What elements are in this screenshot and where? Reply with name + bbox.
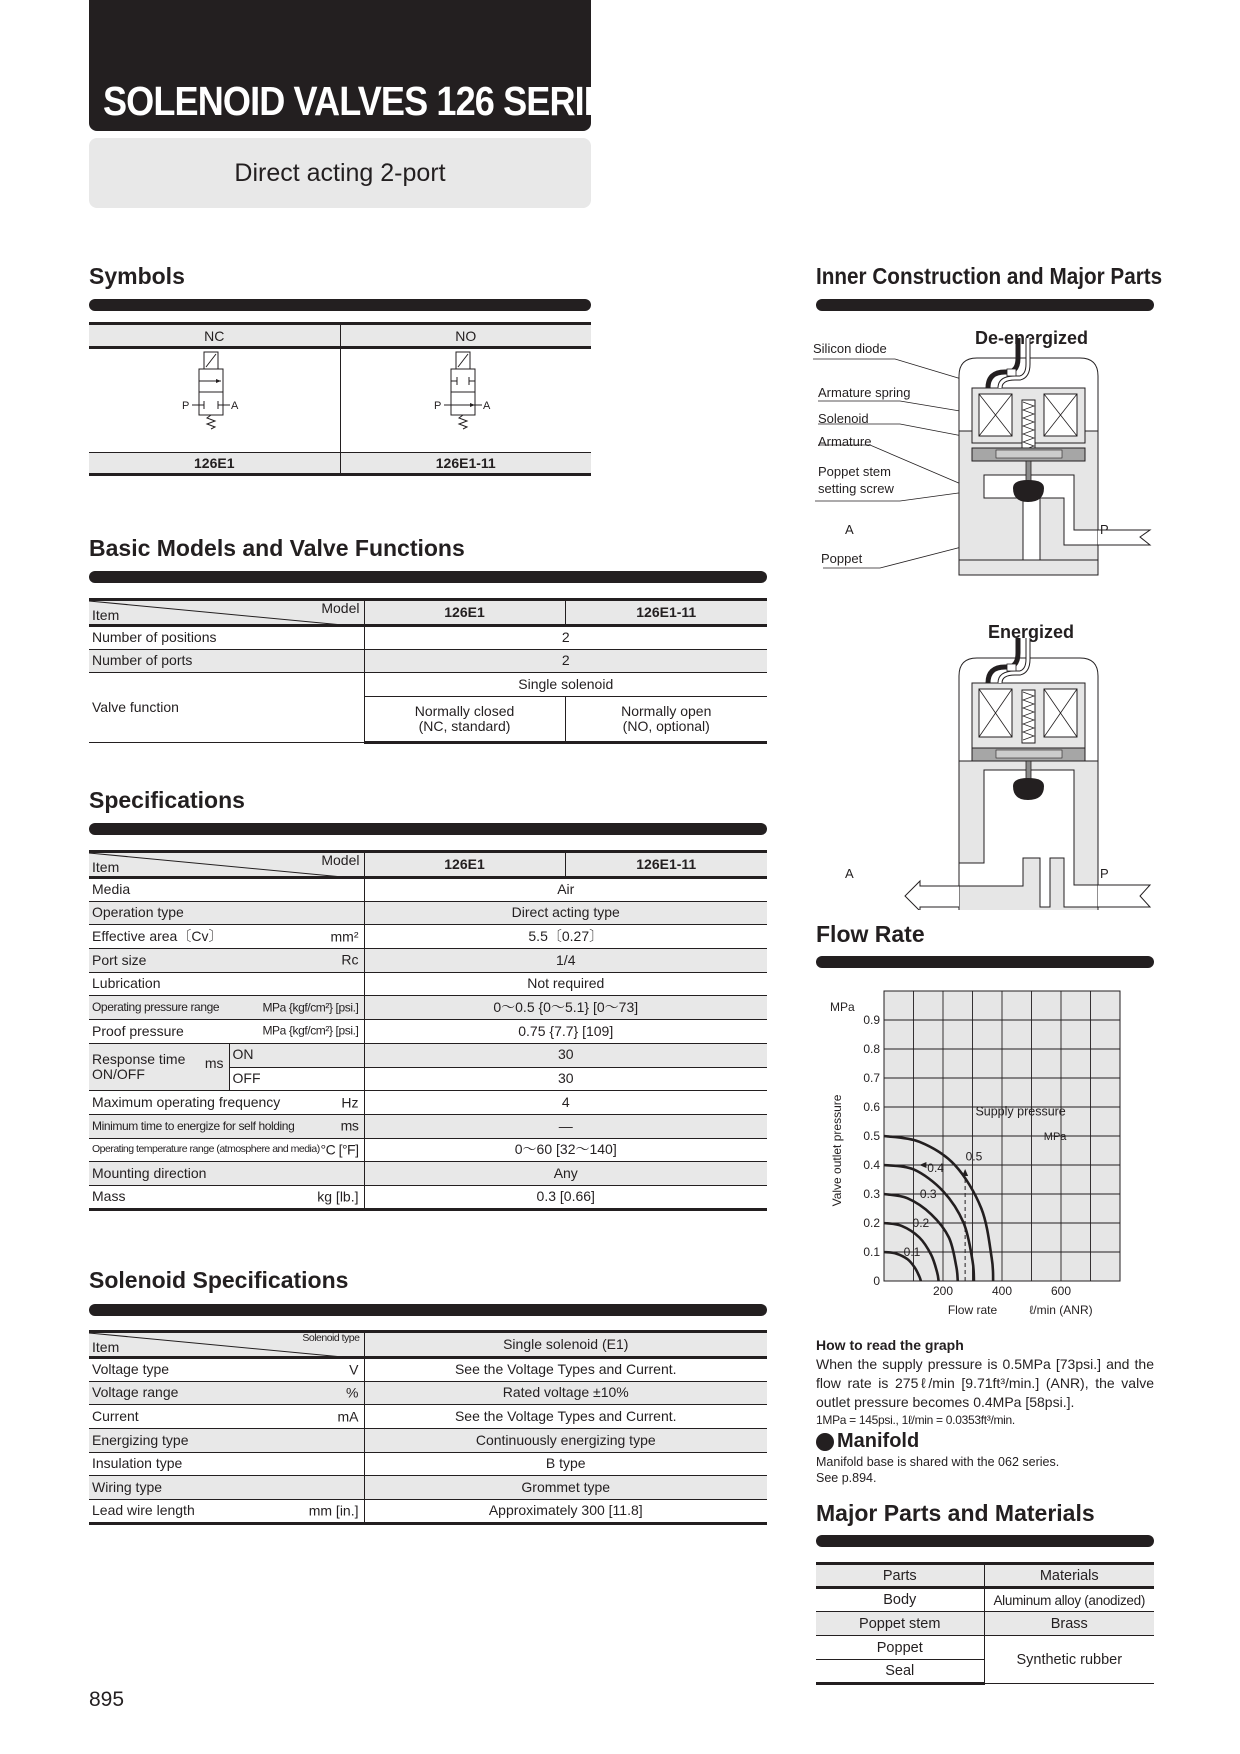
valve-function-nc: Normally closed (NC, standard)	[364, 697, 565, 743]
symbols-table	[89, 322, 591, 476]
y-axis-unit: MPa	[830, 1000, 855, 1014]
section-divider	[89, 823, 767, 835]
callout-solenoid: Solenoid	[818, 411, 869, 426]
row-value: —	[364, 1114, 767, 1138]
row-value: 2	[364, 626, 767, 650]
bullet-icon	[816, 1433, 834, 1451]
de-energized-label: De-energized	[975, 328, 1089, 348]
x-tick-label: 200	[932, 1284, 954, 1298]
row-label: Lead wire length mm [in.]	[89, 1500, 364, 1524]
port-a-label: A	[845, 866, 854, 881]
model-header-126e1: 126E1	[364, 600, 565, 626]
row-value: Any	[364, 1162, 767, 1186]
symbols-heading: Symbols	[89, 263, 185, 289]
part-name: Poppet stem	[816, 1612, 984, 1636]
x-tick-label: 400	[991, 1284, 1013, 1298]
energized-label: Energized	[988, 622, 1075, 642]
row-value: 2	[364, 649, 767, 673]
curve-label: 0.1	[903, 1245, 921, 1259]
row-label: Valve function	[89, 673, 364, 743]
callout-silicon-diode: Silicon diode	[813, 341, 887, 356]
row-label: Port size Rc	[89, 949, 364, 973]
curve-label: 0.2	[912, 1216, 930, 1230]
x-axis-label: Flow rate	[947, 1303, 998, 1317]
specifications-table	[89, 850, 767, 1211]
row-value: B type	[364, 1452, 767, 1476]
subtitle-banner	[89, 138, 591, 208]
port-label-p: P	[433, 400, 442, 412]
response-off-label: OFF	[229, 1067, 364, 1091]
y-axis-label: Valve outlet pressure	[830, 1094, 844, 1207]
y-tick-label: 0.4	[863, 1158, 880, 1172]
manifold-text: Manifold base is shared with the 062 series.	[816, 1455, 1060, 1469]
materials-header: Materials	[984, 1564, 1154, 1588]
x-axis-unit: ℓ/min (ANR)	[1029, 1303, 1093, 1317]
y-tick-label: 0.2	[863, 1216, 880, 1230]
item-model-header: Item Model	[89, 600, 364, 626]
nc-symbol-cell	[89, 348, 340, 453]
row-label: Voltage range %	[89, 1381, 364, 1405]
port-label-a: A	[231, 400, 239, 412]
row-value: 5.5〔0.27〕	[364, 925, 767, 949]
part-material: Aluminum alloy (anodized)	[984, 1588, 1154, 1612]
port-label-p: P	[182, 400, 190, 412]
row-value: Air	[364, 878, 767, 902]
row-label: Number of ports	[89, 649, 364, 673]
row-label: Media	[89, 878, 364, 902]
section-divider	[816, 956, 1154, 968]
row-value: See the Voltage Types and Current.	[364, 1405, 767, 1429]
legend-unit: MPa	[1043, 1131, 1067, 1143]
row-value: 0.3 [0.66]	[364, 1185, 767, 1209]
row-label: Operating pressure range MPa {kgf/cm²} [psi.]	[89, 996, 364, 1020]
row-value: Rated voltage ±10%	[364, 1381, 767, 1405]
inner-construction-heading: Inner Construction and Major Parts	[816, 263, 1163, 289]
row-label: Operating temperature range (atmosphere and media) °C [°F]	[89, 1138, 364, 1162]
row-label: Insulation type	[89, 1452, 364, 1476]
legend-title: Supply pressure	[975, 1104, 1066, 1119]
row-value: 30	[364, 1043, 767, 1067]
callout-poppet: Poppet	[821, 551, 863, 566]
section-divider	[816, 1535, 1154, 1547]
inner-construction-diagram	[810, 330, 1170, 910]
row-label: Operation type	[89, 901, 364, 925]
part-name: Body	[816, 1588, 984, 1612]
y-tick-label: 0	[873, 1274, 880, 1288]
row-label: Minimum time to energize for self holding ms	[89, 1114, 364, 1138]
port-p-label: P	[1100, 866, 1109, 881]
curve-label: 0.5	[965, 1149, 983, 1164]
row-value: Direct acting type	[364, 901, 767, 925]
callout-setting-screw: setting screw	[818, 481, 894, 496]
page-subtitle: Direct acting 2-port	[234, 158, 446, 187]
major-parts-heading: Major Parts and Materials	[816, 1500, 1095, 1526]
response-time-label: Response time ON/OFF ms	[89, 1043, 229, 1090]
basic-models-heading: Basic Models and Valve Functions	[89, 535, 465, 561]
section-divider	[89, 299, 591, 311]
row-label: Number of positions	[89, 626, 364, 650]
solenoid-type-header: Single solenoid (E1)	[364, 1332, 767, 1358]
row-value: Grommet type	[364, 1476, 767, 1500]
manifold-see-page-link[interactable]: See p.894.	[816, 1471, 877, 1485]
valve-function-no: Normally open (NO, optional)	[565, 697, 767, 743]
row-value: 4	[364, 1091, 767, 1115]
section-divider	[89, 1304, 767, 1316]
basic-models-table	[89, 598, 767, 744]
y-tick-label: 0.7	[863, 1071, 880, 1085]
de-energized-valve-diagram	[813, 338, 1150, 575]
specifications-heading: Specifications	[89, 787, 245, 813]
row-value: Single solenoid	[364, 673, 767, 697]
how-to-read-title: How to read the graph	[816, 1337, 964, 1353]
manifold-heading: Manifold	[816, 1430, 919, 1453]
x-tick-label: 600	[1050, 1284, 1072, 1298]
symbol-col-no: NO	[340, 324, 591, 348]
row-label: Effective area〔Cv〕 mm²	[89, 925, 364, 949]
y-tick-label: 0.3	[863, 1187, 880, 1201]
section-divider	[89, 571, 767, 583]
row-label: Voltage type V	[89, 1358, 364, 1382]
row-value: See the Voltage Types and Current.	[364, 1358, 767, 1382]
nc-valve-symbol-icon	[164, 349, 264, 449]
row-value: Continuously energizing type	[364, 1429, 767, 1453]
row-value: 0～0.5 {0～5.1} [0～73]	[364, 996, 767, 1020]
item-type-header: Item Solenoid type	[89, 1332, 364, 1358]
page-number: 895	[89, 1688, 125, 1711]
parts-header: Parts	[816, 1564, 984, 1588]
callout-armature-spring: Armature spring	[818, 385, 911, 400]
response-on-label: ON	[229, 1043, 364, 1067]
callout-poppet-stem: Poppet stem	[818, 464, 891, 479]
model-header-126e1-11: 126E1-11	[565, 852, 767, 878]
row-value: Not required	[364, 972, 767, 996]
row-label: Energizing type	[89, 1429, 364, 1453]
part-material: Synthetic rubber	[984, 1636, 1154, 1684]
y-tick-label: 0.8	[863, 1042, 880, 1056]
symbol-col-nc: NC	[204, 327, 225, 344]
part-material: Brass	[984, 1612, 1154, 1636]
y-tick-label: 0.9	[863, 1013, 880, 1027]
port-label-a: A	[482, 400, 491, 412]
row-label: Current mA	[89, 1405, 364, 1429]
no-symbol-cell	[340, 348, 591, 453]
solenoid-specifications-heading: Solenoid Specifications	[89, 1267, 349, 1293]
callout-armature: Armature	[818, 434, 872, 449]
row-value: Approximately 300 [11.8]	[364, 1500, 767, 1524]
row-value: 0.75 {7.7} [109]	[364, 1020, 767, 1044]
title-banner	[89, 0, 631, 131]
model-header-126e1: 126E1	[364, 852, 565, 878]
symbol-model-no: 126E1-11	[340, 453, 591, 475]
row-label: Mounting direction	[89, 1162, 364, 1186]
model-header-126e1-11: 126E1-11	[565, 600, 767, 626]
page-title: SOLENOID VALVES 126 SERIES	[103, 78, 631, 124]
row-value: 0～60 [32～140]	[364, 1138, 767, 1162]
y-tick-label: 0.5	[863, 1129, 880, 1143]
row-value: 1/4	[364, 949, 767, 973]
row-label: Proof pressure MPa {kgf/cm²} [psi.]	[89, 1020, 364, 1044]
flow-rate-heading: Flow Rate	[816, 921, 925, 947]
no-valve-symbol-icon	[416, 349, 516, 449]
item-model-header: Item Model	[89, 852, 364, 878]
energized-valve-diagram	[845, 638, 1150, 910]
unit-conversion-note: 1MPa = 145psi., 1ℓ/min = 0.0353ft³/min.	[816, 1413, 1015, 1427]
how-to-read-text: When the supply pressure is 0.5MPa [73psi.] and the flow rate is 275ℓ/min [9.71ft³/min.] (ANR), the valve outlet pressure becomes 0.4MPa [58psi.].	[816, 1356, 1154, 1410]
symbol-model-nc: 126E1	[194, 455, 235, 471]
parts-materials-table	[816, 1562, 1154, 1685]
y-tick-label: 0.1	[863, 1245, 880, 1259]
port-a-label: A	[845, 522, 854, 537]
curve-label: 0.4	[927, 1160, 944, 1175]
curve-label: 0.3	[919, 1187, 937, 1201]
row-label: Mass kg [lb.]	[89, 1185, 364, 1209]
row-value: 30	[364, 1067, 767, 1091]
section-divider	[816, 299, 1154, 311]
solenoid-specifications-table	[89, 1330, 767, 1525]
port-p-label: P	[1100, 522, 1109, 537]
row-label: Lubrication	[89, 972, 364, 996]
part-name: Poppet	[816, 1636, 984, 1660]
y-tick-label: 0.6	[863, 1100, 880, 1114]
row-label: Wiring type	[89, 1476, 364, 1500]
part-name: Seal	[816, 1660, 984, 1684]
flow-rate-chart	[810, 980, 1140, 1320]
row-label: Maximum operating frequency Hz	[89, 1091, 364, 1115]
